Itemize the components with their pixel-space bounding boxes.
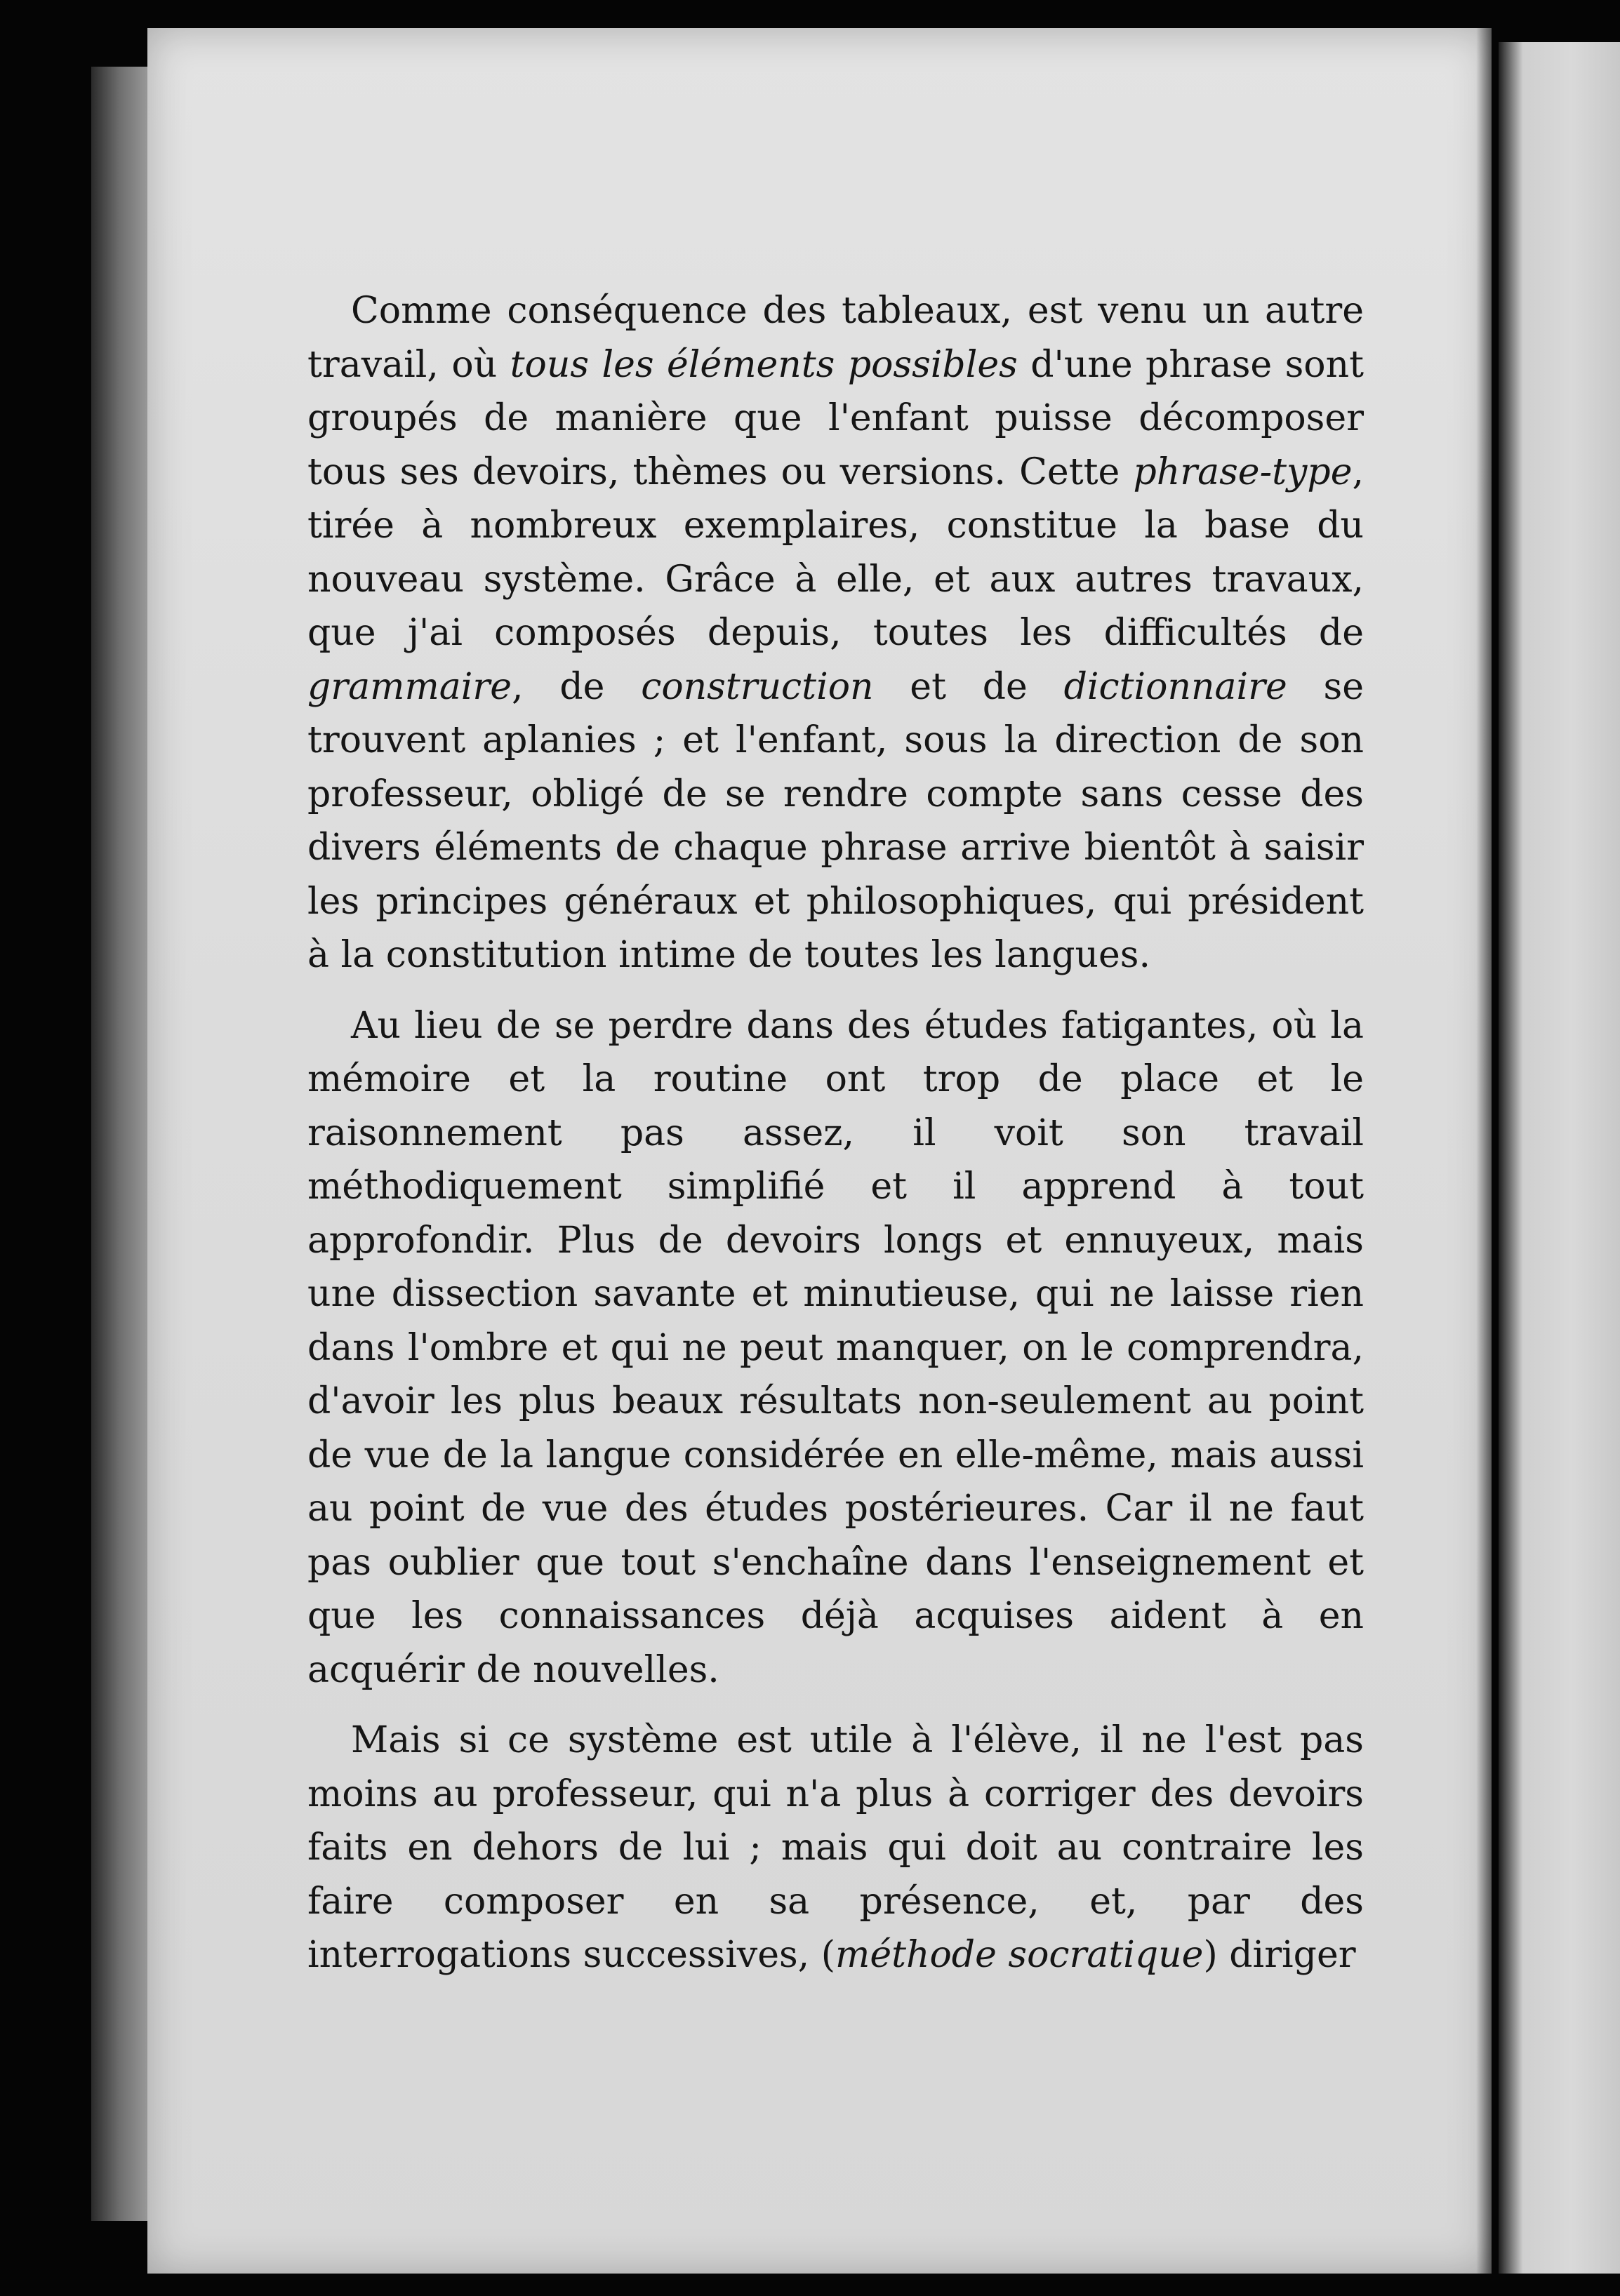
body-text xyxy=(307,284,1364,1982)
italic-run: phrase-type xyxy=(1133,450,1353,493)
italic-run: construction xyxy=(641,665,874,708)
text-run: d'une phrase sont groupés de manière que l'enfant puisse décomposer tous ses devoirs, thèmes ou versions. Cette xyxy=(307,343,1364,493)
paragraph-1 xyxy=(307,284,1364,982)
facing-page-edge xyxy=(1499,42,1620,2274)
text-run: Au lieu de se perdre dans des études fatigantes, où la mémoire et la routine ont trop de place et le raisonnement pas assez, il voit son travail méthodiquement simplifié et il apprend à tout approfondir. Plus de devoirs longs et ennuyeux, mais une dissection savante et minutieuse, qui ne laisse rien dans l'ombre et qui ne peut manquer, on le comprendra, d'avoir les plus beaux résultats non-seulement au point de vue de la langue considérée en elle-même, mais aussi au point de vue des études postérieures. Car il ne faut pas oublier que tout s'enchaîne dans l'enseignement et que les connaissances déjà acquises aident à en acquérir de nouvelles. xyxy=(307,1004,1364,1691)
paragraph-2 xyxy=(307,999,1364,1697)
text-run: et de xyxy=(873,665,1064,708)
text-run: Comme conséquence des tableaux, est venu un autre travail, où xyxy=(307,290,1364,386)
italic-run: grammaire xyxy=(307,665,512,708)
text-run: Mais si ce système est utile à l'élève, il ne l'est pas moins au professeur, qui n'a plus à corriger des devoirs faits en dehors de lui ; mais qui doit au contraire les faire composer en sa présence, et, par des interrogations successives, ( xyxy=(307,1719,1364,1976)
italic-run: tous les éléments possibles xyxy=(510,343,1018,386)
text-run: , de xyxy=(512,665,642,708)
text-run: , tirée à nombreux exemplaires, constitue la base du nouveau système. Grâce à elle, et aux autres travaux, que j'ai composés depuis, toutes les difficultés de xyxy=(307,450,1364,654)
paragraph-3 xyxy=(307,1714,1364,1982)
text-run: ) diriger xyxy=(1203,1934,1356,1976)
text-run: se trouvent aplanies ; et l'enfant, sous la direction de son professeur, obligé de se rendre compte sans cesse des divers éléments de chaque phrase arrive bientôt à saisir les principes généraux et philosophiques, qui président à la constitution intime de toutes les langues. xyxy=(307,665,1364,976)
italic-run: dictionnaire xyxy=(1063,665,1287,708)
page-gutter-shadow xyxy=(1476,28,1492,2274)
italic-run: méthode socratique xyxy=(835,1934,1204,1976)
